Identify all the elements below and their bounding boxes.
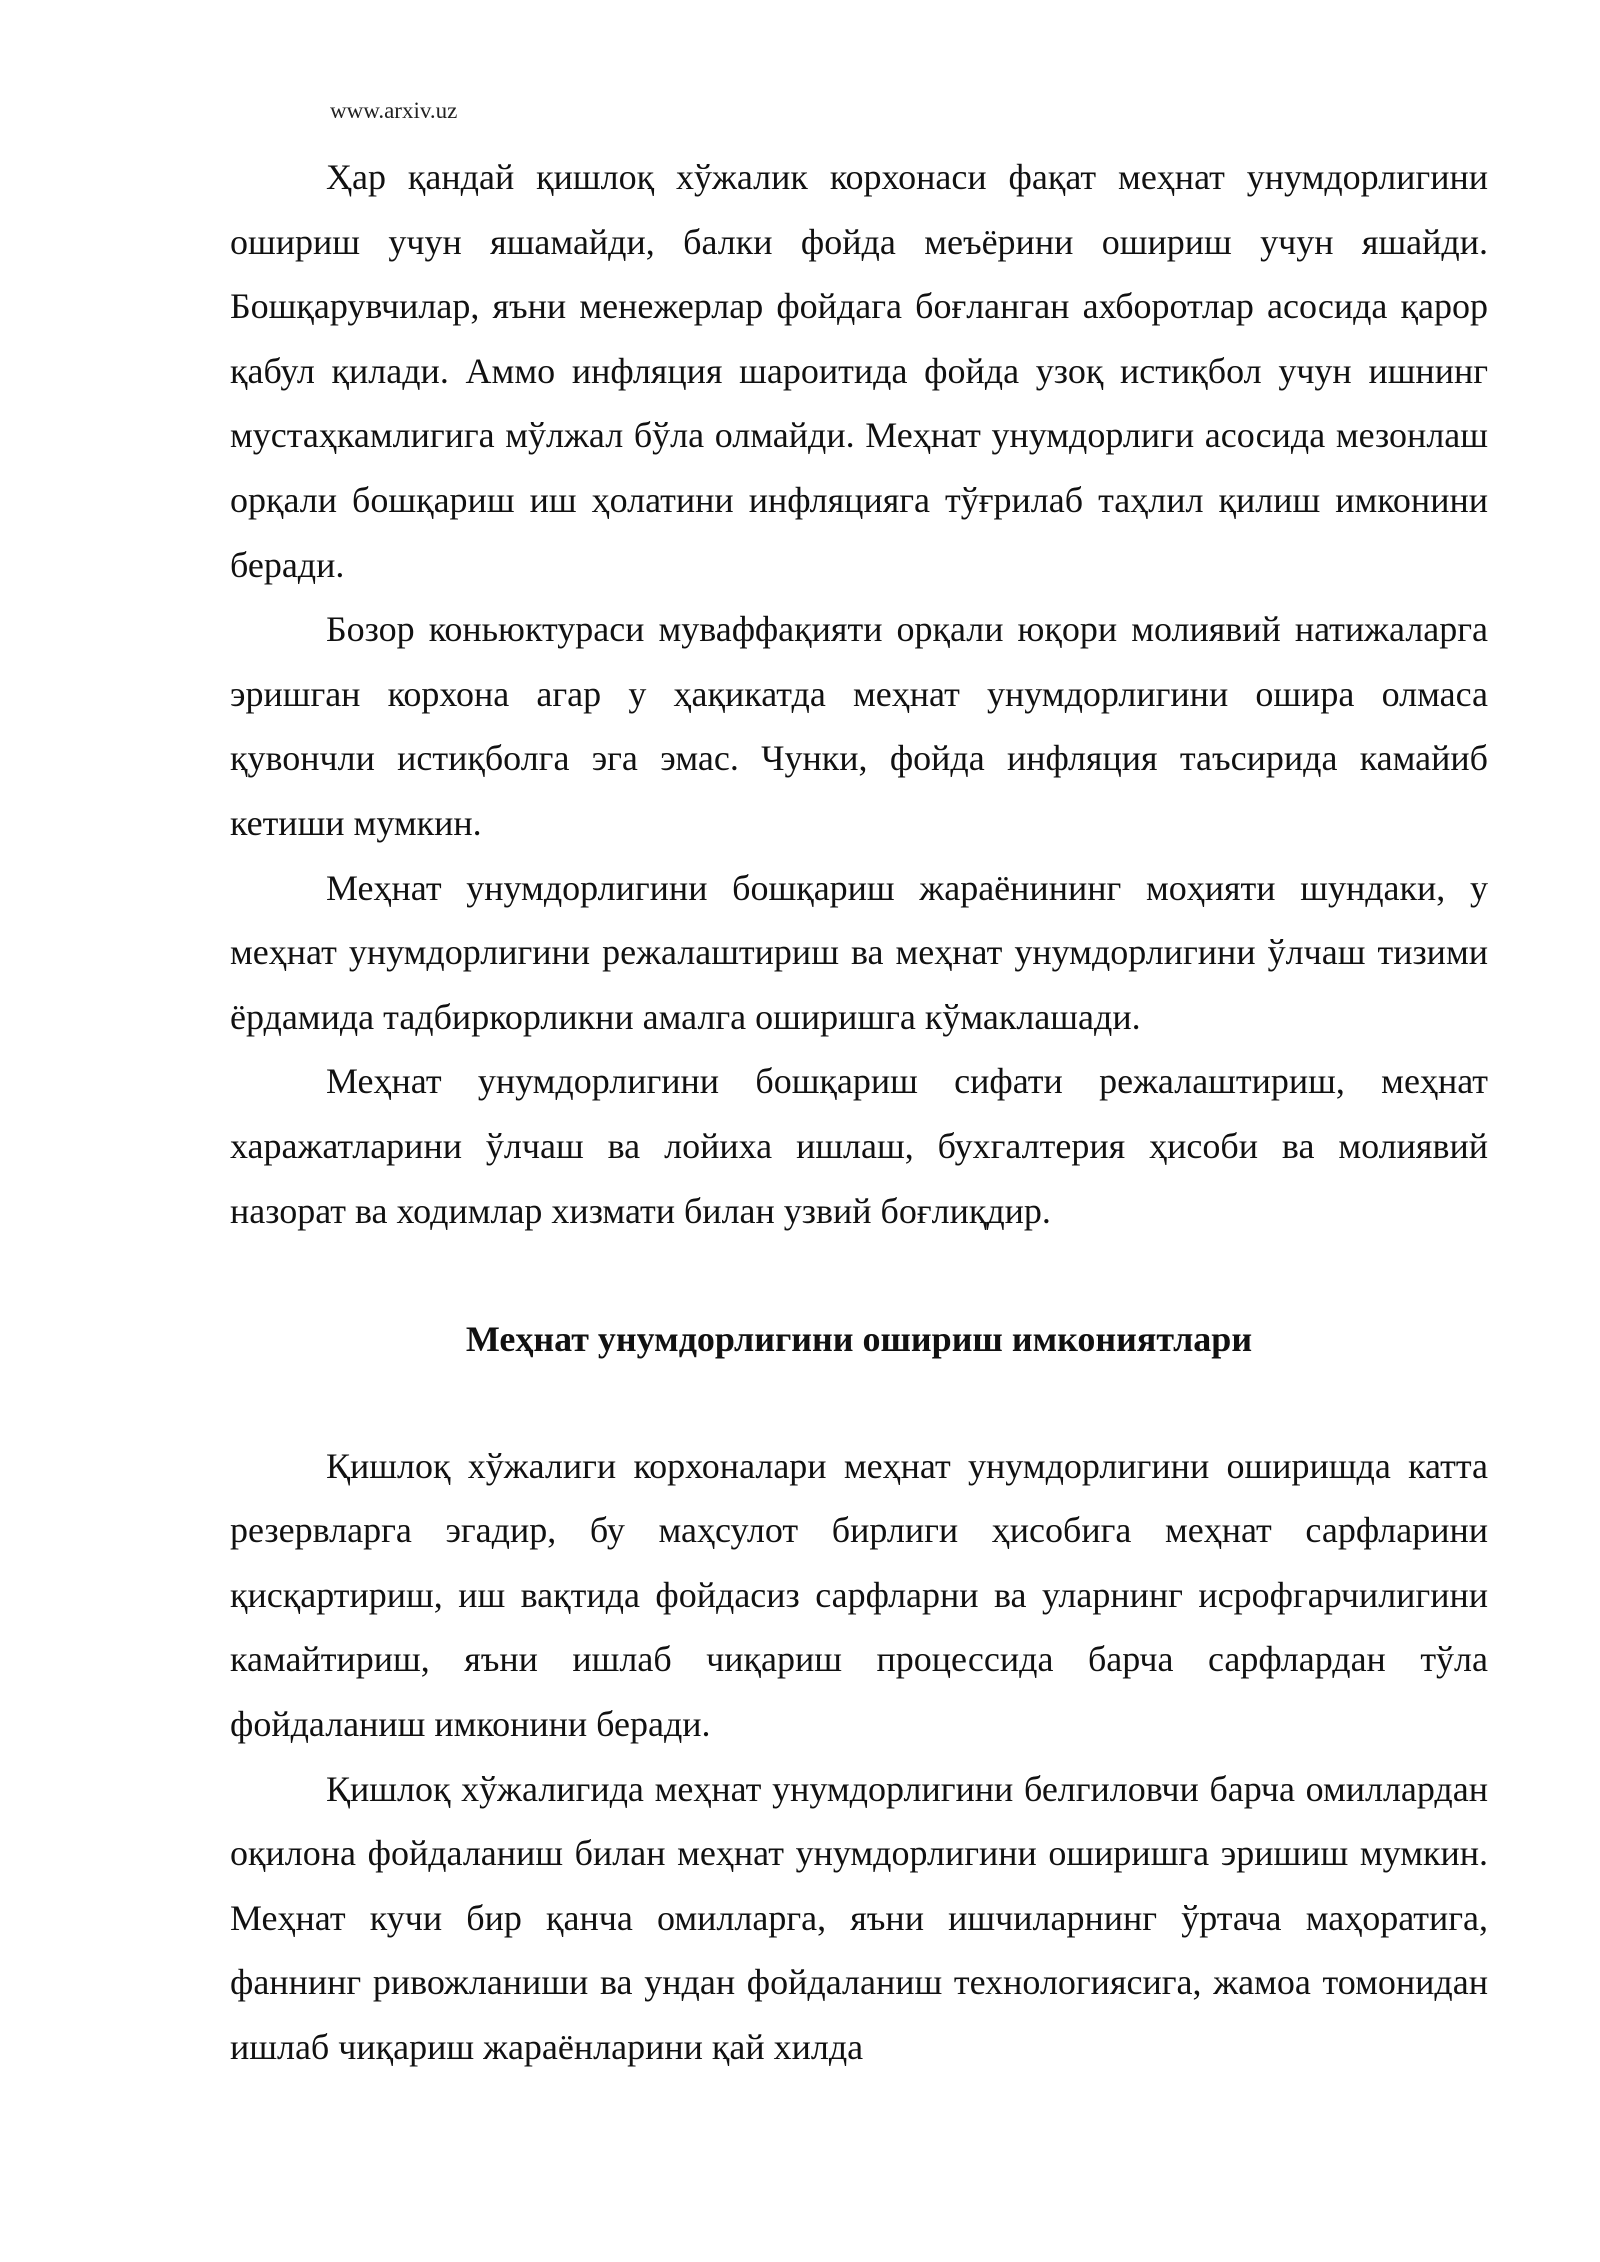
- document-body: [230, 145, 1488, 2080]
- source-url[interactable]: www.arxiv.uz: [330, 98, 458, 123]
- paragraph-2: Бозор коньюктураси муваффақияти орқали юқори молиявий натижаларга эришган корхона агар у ҳақикатда меҳнат унумдорлигини ошира олмаса қувончли истиқболга эга эмас. Чунки, фойда инфляция таъсирида камайиб кетиши мумкин.: [230, 609, 1488, 843]
- paragraph-6: Қишлоқ хўжалигида меҳнат унумдорлигини белгиловчи барча омиллардан оқилона фойдаланиш билан меҳнат унумдорлигини оширишга эришиш мумкин. Меҳнат кучи бир қанча омилларга, яъни ишчиларнинг ўртача маҳоратига, фаннинг ривожланиши ва ундан фойдаланиш технологиясига, жамоа томонидан ишлаб чиқариш жараёнларини қай хилда: [230, 1768, 1488, 2068]
- paragraph-1: Ҳар қандай қишлоқ хўжалик корхонаси фақат меҳнат унумдорлигини ошириш учун яшамайди, балки фойда меъёрини ошириш учун яшайди. Бошқарувчилар, яъни менежерлар фойдага боғланган ахборотлар асосида қарор қабул қилади. Аммо инфляция шароитида фойда узоқ истиқбол учун ишнинг мустаҳкамлигига мўлжал бўла олмайди. Меҳнат унумдорлиги асосида мезонлаш орқали бошқариш иш ҳолатини инфляцияга тўғрилаб таҳлил қилиш имконини беради.: [230, 157, 1488, 585]
- paragraph-5: Қишлоқ хўжалиги корхоналари меҳнат унумдорлигини оширишда катта резервларга эгадир, бу маҳсулот бирлиги ҳисобига меҳнат сарфларини қисқартириш, иш вақтида фойдасиз сарфларни ва уларнинг исрофгарчилигини камайтириш, яъни ишлаб чиқариш процессида барча сарфлардан тўла фойдаланиш имконини беради.: [230, 1445, 1488, 1745]
- paragraph-3: Меҳнат унумдорлигини бошқариш жараёнининг моҳияти шундаки, у меҳнат унумдорлигини режалаштириш ва меҳнат унумдорлигини ўлчаш тизими ёрдамида тадбиркорликни амалга оширишга кўмаклашади.: [230, 867, 1488, 1037]
- paragraph-4: Меҳнат унумдорлигини бошқариш сифати режалаштириш, меҳнат харажатларини ўлчаш ва лойиха ишлаш, бухгалтерия ҳисоби ва молиявий назорат ва ходимлар хизмати билан узвий боғлиқдир.: [230, 1061, 1488, 1231]
- section-heading: Меҳнат унумдорлигини ошириш имкониятлари: [465, 1319, 1253, 1360]
